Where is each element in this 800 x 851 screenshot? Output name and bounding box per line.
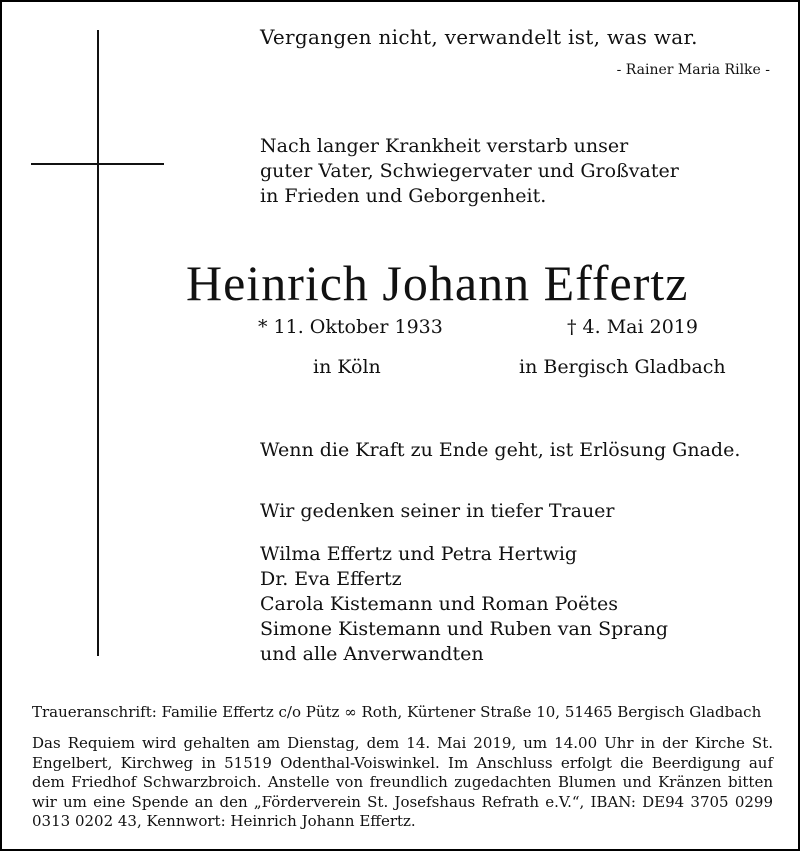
motto-author: - Rainer Maria Rilke - [616, 62, 770, 78]
intro-line: in Frieden und Geborgenheit. [260, 185, 547, 207]
mourning-address: Traueranschrift: Familie Effertz c/o Pütz ∞ Roth, Kürtener Straße 10, 51465 Bergisch Gladbach [32, 703, 762, 721]
funeral-note: Das Requiem wird gehalten am Dienstag, dem 14. Mai 2019, um 14.00 Uhr in der Kirche St. Engelbert, Kirchweg in 51519 Odenthal-Voiswinkel. Im Anschluss erfolgt die Beerdigung auf dem Friedhof Schwarzbroich. Anstelle von freundlich zugedachten Blumen und Kränzen bitten wir um eine Spende an den „Förderverein St. Josefshaus Refrath e.V.“, IBAN: DE94 3705 0299 0313 0202 43, Kennwort: Heinrich Johann Effertz. [32, 734, 773, 830]
motto-quote: Vergangen nicht, verwandelt ist, was war. [260, 25, 698, 49]
mourning-line: Wir gedenken seiner in tiefer Trauer [260, 500, 615, 522]
family-member: Wilma Effertz und Petra Hertwig [260, 543, 578, 565]
closing-quote: Wenn die Kraft zu Ende geht, ist Erlösung Gnade. [260, 439, 741, 461]
birth-date: * 11. Oktober 1933 [258, 316, 443, 338]
family-member: Simone Kistemann und Ruben van Sprang [260, 618, 669, 640]
family-member: und alle Anverwandten [260, 643, 484, 665]
cross-horizontal-bar [31, 163, 164, 165]
family-member: Carola Kistemann und Roman Poëtes [260, 593, 618, 615]
birth-place: in Köln [313, 356, 381, 378]
intro-text [260, 134, 740, 209]
family-list [260, 542, 668, 667]
intro-line: Nach langer Krankheit verstarb unser [260, 135, 629, 157]
cross-vertical-bar [97, 30, 99, 656]
death-date: † 4. Mai 2019 [567, 316, 698, 338]
deceased-name: Heinrich Johann Effertz [186, 255, 689, 311]
death-place: in Bergisch Gladbach [519, 356, 726, 378]
family-member: Dr. Eva Effertz [260, 568, 402, 590]
intro-line: guter Vater, Schwiegervater und Großvater [260, 160, 679, 182]
